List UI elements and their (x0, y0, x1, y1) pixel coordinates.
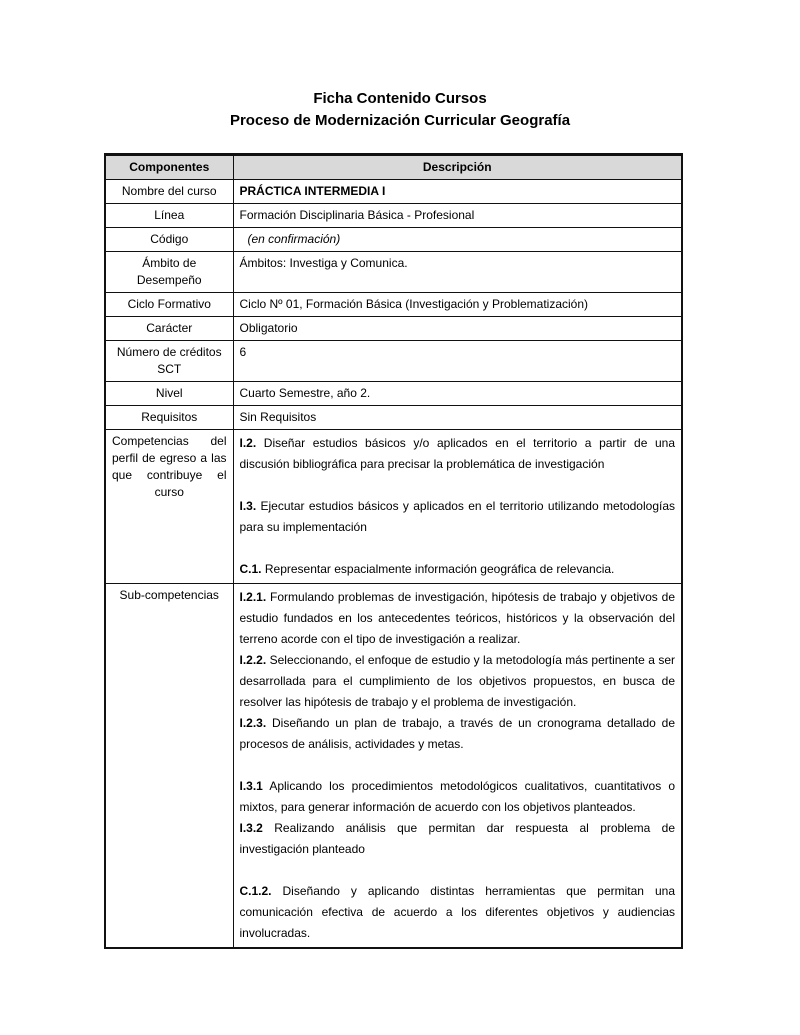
table-row (105, 228, 682, 252)
row-label: Código (105, 228, 233, 252)
table-row (105, 180, 682, 204)
row-value-text: Formación Disciplinaria Básica - Profesional (239, 208, 475, 222)
table-row (105, 317, 682, 341)
row-value-text: Ciclo Nº 01, Formación Básica (Investigación y Problematización) (239, 297, 589, 311)
row-value-text: (en confirmación) (247, 232, 341, 246)
competency-code: I.2.3. (239, 716, 267, 730)
header-cell-descripcion: Descripción (233, 155, 682, 180)
row-label: Nombre del curso (105, 180, 233, 204)
table-row (105, 341, 682, 382)
competency-paragraph: I.2.2. Seleccionando, el enfoque de estudio y la metodología más pertinente a ser desarrollada para el cumplimiento de los objetivos propuestos, en busca de resolver las hipótesis de trabajo y el problema de investigación. (239, 653, 675, 709)
table-body (105, 180, 682, 949)
competency-code: I.3.2 (239, 821, 263, 835)
competency-paragraph: I.3.2 Realizando análisis que permitan dar respuesta al problema de investigación planteado (239, 821, 675, 856)
row-value (233, 204, 682, 228)
row-value (233, 584, 682, 949)
competency-code: I.2.1. (239, 590, 267, 604)
table-row (105, 430, 682, 584)
row-label: Ciclo Formativo (105, 293, 233, 317)
competency-paragraph: C.1. Representar espacialmente información geográfica de relevancia. (239, 562, 615, 576)
table-row (105, 204, 682, 228)
row-label: Línea (105, 204, 233, 228)
competency-paragraph: I.3. Ejecutar estudios básicos y aplicados en el territorio utilizando metodologías para su implementación (239, 499, 675, 534)
competency-code: I.3. (239, 499, 257, 513)
table-header-row (105, 155, 682, 180)
row-value-text: 6 (239, 345, 247, 359)
row-label: Competencias del perfil de egreso a las que contribuye el curso (105, 430, 233, 584)
page-title (90, 88, 710, 132)
competency-paragraph: I.2. Diseñar estudios básicos y/o aplicados en el territorio a partir de una discusión bibliográfica para precisar la problemática de investigación (239, 436, 675, 471)
competency-code: I.2.2. (239, 653, 267, 667)
table-row (105, 406, 682, 430)
row-value-text: Ámbitos: Investiga y Comunica. (239, 256, 408, 270)
row-label: Sub-competencias (105, 584, 233, 949)
competency-code: C.1. (239, 562, 262, 576)
row-value (233, 406, 682, 430)
row-value-text: Obligatorio (239, 321, 298, 335)
competency-code: C.1.2. (239, 884, 272, 898)
row-value (233, 317, 682, 341)
table-row (105, 584, 682, 949)
header-cell-componentes: Componentes (105, 155, 233, 180)
row-label: Ámbito de Desempeño (105, 252, 233, 293)
page-title-line-2: Proceso de Modernización Curricular Geografía (229, 112, 571, 129)
row-value (233, 382, 682, 406)
competency-paragraph: I.2.1. Formulando problemas de investigación, hipótesis de trabajo y objetivos de estudio fundados en los antecedentes teóricos, históricos y la observación del terreno acorde con el tipo de investigación a realizar. (239, 590, 675, 646)
row-value (233, 180, 682, 204)
row-label: Nivel (105, 382, 233, 406)
page-title-line-1: Ficha Contenido Cursos (313, 90, 487, 107)
row-value (233, 430, 682, 584)
row-value (233, 228, 682, 252)
row-value (233, 293, 682, 317)
competency-code: I.3.1 (239, 779, 263, 793)
competency-paragraph: I.3.1 Aplicando los procedimientos metodológicos cualitativos, cuantitativos o mixtos, para generar información de acuerdo con los objetivos planteados. (239, 779, 675, 814)
competency-paragraph: C.1.2. Diseñando y aplicando distintas herramientas que permitan una comunicación efectiva de acuerdo a los diferentes objetivos y audiencias involucradas. (239, 884, 675, 940)
competency-code: I.2. (239, 436, 257, 450)
course-info-table (104, 153, 683, 949)
row-label: Número de créditos SCT (105, 341, 233, 382)
table-row (105, 382, 682, 406)
row-label: Requisitos (105, 406, 233, 430)
table-row (105, 252, 682, 293)
row-value-text: Sin Requisitos (239, 410, 317, 424)
row-value-text: PRÁCTICA INTERMEDIA I (239, 184, 386, 198)
row-label: Carácter (105, 317, 233, 341)
competency-paragraph: I.2.3. Diseñando un plan de trabajo, a través de un cronograma detallado de procesos de análisis, actividades y metas. (239, 716, 675, 751)
row-value-text: Cuarto Semestre, año 2. (239, 386, 371, 400)
row-value (233, 252, 682, 293)
table-row (105, 293, 682, 317)
row-value (233, 341, 682, 382)
